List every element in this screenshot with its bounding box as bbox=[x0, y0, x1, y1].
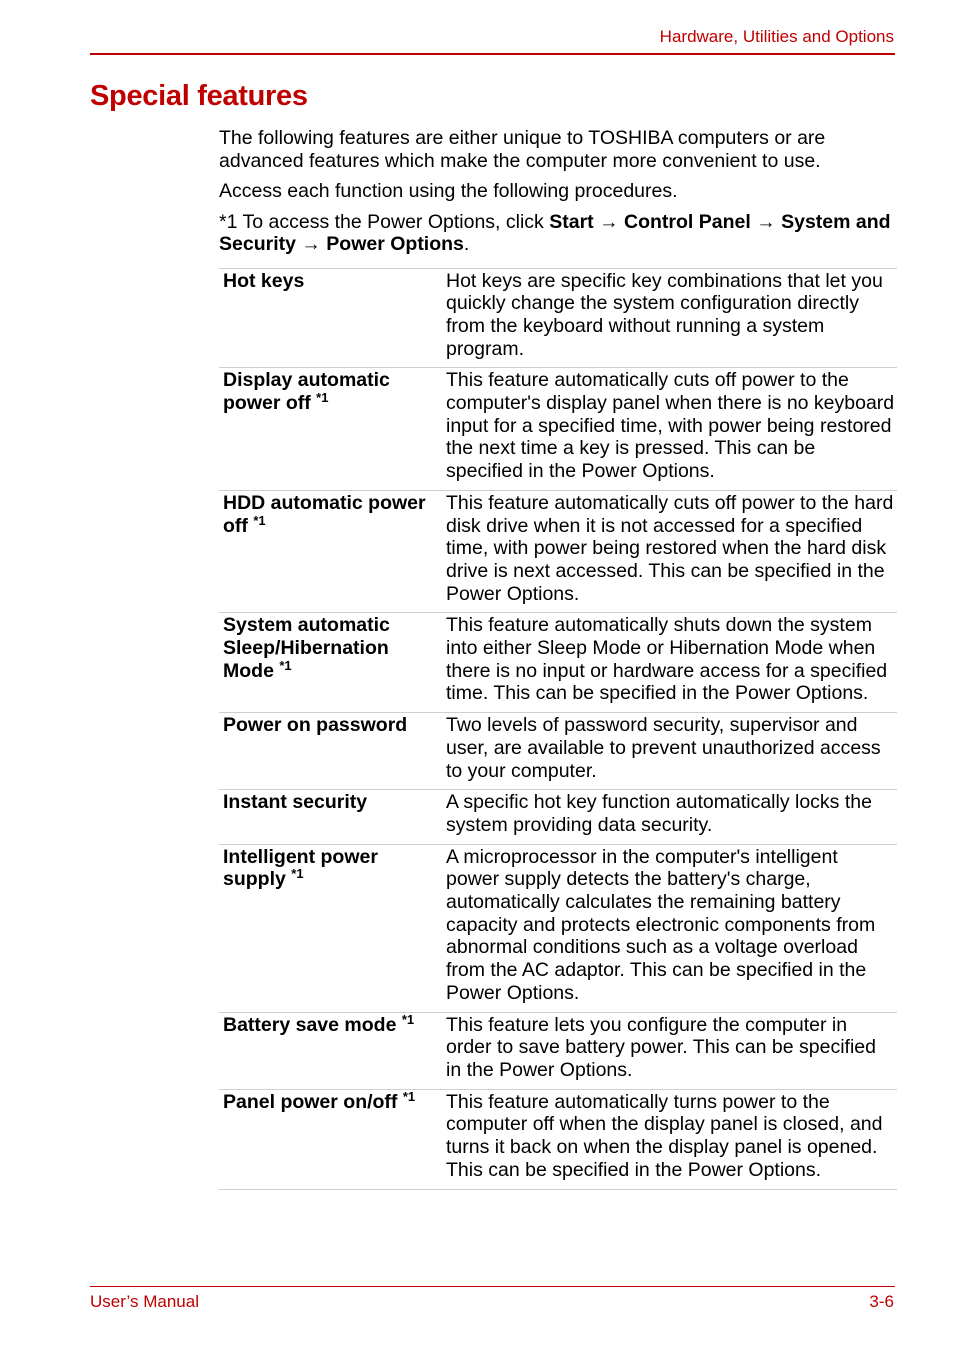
feature-description: This feature automatically shuts down the system into either Sleep Mode or Hibernation Mode when there is no input or hardware access for a specified time. This can be specified in the Power Options. bbox=[441, 613, 897, 713]
path-start: Start bbox=[549, 210, 594, 233]
feature-term-cell bbox=[219, 713, 441, 790]
feature-term: HDD automatic power off bbox=[223, 491, 426, 537]
feature-term-cell bbox=[219, 1089, 441, 1189]
feature-term: Panel power on/off bbox=[223, 1090, 398, 1113]
instruction-paragraph: Access each function using the following procedures. bbox=[219, 180, 678, 202]
arrow-icon: → bbox=[599, 210, 619, 233]
table-row bbox=[219, 268, 897, 368]
footer-manual-name: User’s Manual bbox=[90, 1292, 199, 1311]
feature-description: A microprocessor in the computer's intelligent power supply detects the battery's charge, automatically calculates the remaining battery capacity and protects electronic components from abnormal conditions such as a voltage overload from the AC adaptor. This can be specified in the Power Options. bbox=[441, 844, 897, 1012]
note-suffix: . bbox=[463, 233, 470, 255]
features-table bbox=[219, 268, 897, 1190]
page-title: Special features bbox=[90, 80, 308, 112]
feature-description: A specific hot key function automatically locks the system providing data security. bbox=[441, 790, 897, 844]
feature-term-cell bbox=[219, 268, 441, 368]
arrow-icon: → bbox=[301, 233, 321, 255]
note-prefix: *1 To access the Power Options, click bbox=[219, 210, 550, 233]
table-row bbox=[219, 713, 897, 790]
feature-term-cell bbox=[219, 790, 441, 844]
feature-term: Power on password bbox=[223, 714, 408, 737]
arrow-icon: → bbox=[756, 210, 776, 233]
table-row bbox=[219, 790, 897, 844]
table-row bbox=[219, 1012, 897, 1089]
feature-term-cell bbox=[219, 490, 441, 613]
feature-description: Two levels of password security, supervisor and user, are available to prevent unauthorized access to your computer. bbox=[441, 713, 897, 790]
feature-term-cell bbox=[219, 1012, 441, 1089]
page-number: 3-6 bbox=[869, 1292, 894, 1311]
header-rule bbox=[90, 53, 895, 55]
intro-paragraph: The following features are either unique to TOSHIBA computers or are advanced features which make the computer more convenient to use. bbox=[219, 127, 826, 172]
footnote-marker: *1 bbox=[316, 390, 329, 406]
feature-term: System automatic Sleep/Hibernation Mode bbox=[223, 614, 390, 682]
feature-term: Battery save mode bbox=[223, 1013, 397, 1036]
feature-term: Hot keys bbox=[223, 269, 305, 292]
path-control-panel: Control Panel bbox=[624, 210, 751, 233]
running-header: Hardware, Utilities and Options bbox=[659, 27, 894, 46]
feature-description: Hot keys are specific key combinations that let you quickly change the system configuration directly from the keyboard without running a system program. bbox=[441, 268, 897, 368]
footnote-marker: *1 bbox=[401, 1011, 415, 1027]
footnote-marker: *1 bbox=[253, 512, 266, 528]
footer-rule bbox=[90, 1286, 895, 1287]
table-row bbox=[219, 368, 897, 491]
feature-term-cell bbox=[219, 844, 441, 1012]
feature-term: Display automatic power off bbox=[223, 369, 390, 415]
feature-term-cell bbox=[219, 368, 441, 491]
footnote-marker: *1 bbox=[291, 866, 304, 882]
feature-term: Instant security bbox=[223, 791, 368, 814]
footnote-marker: *1 bbox=[402, 1088, 416, 1104]
main-content bbox=[219, 127, 897, 1190]
table-row bbox=[219, 844, 897, 1012]
path-system-security: System and Security bbox=[219, 210, 891, 255]
footnote-marker: *1 bbox=[279, 657, 292, 673]
feature-description: This feature automatically turns power to the computer off when the display panel is closed, and turns it back on when the display panel is opened. This can be specified in the Power Options. bbox=[441, 1089, 897, 1189]
table-row bbox=[219, 490, 897, 613]
table-row bbox=[219, 613, 897, 713]
power-options-note bbox=[219, 211, 897, 256]
feature-description: This feature lets you configure the computer in order to save battery power. This can be specified in the Power Options. bbox=[441, 1012, 897, 1089]
feature-description: This feature automatically cuts off power to the hard disk drive when it is not accessed for a specified time, with power being restored when the hard disk drive is next accessed. This can be specified in the Power Options. bbox=[441, 490, 897, 613]
path-power-options: Power Options bbox=[326, 233, 464, 255]
feature-description: This feature automatically cuts off power to the computer's display panel when there is no keyboard input for a specified time, with power being restored the next time a key is pressed. This can be specified in the Power Options. bbox=[441, 368, 897, 491]
feature-term: Intelligent power supply bbox=[223, 845, 378, 891]
table-row bbox=[219, 1089, 897, 1189]
feature-term-cell bbox=[219, 613, 441, 713]
